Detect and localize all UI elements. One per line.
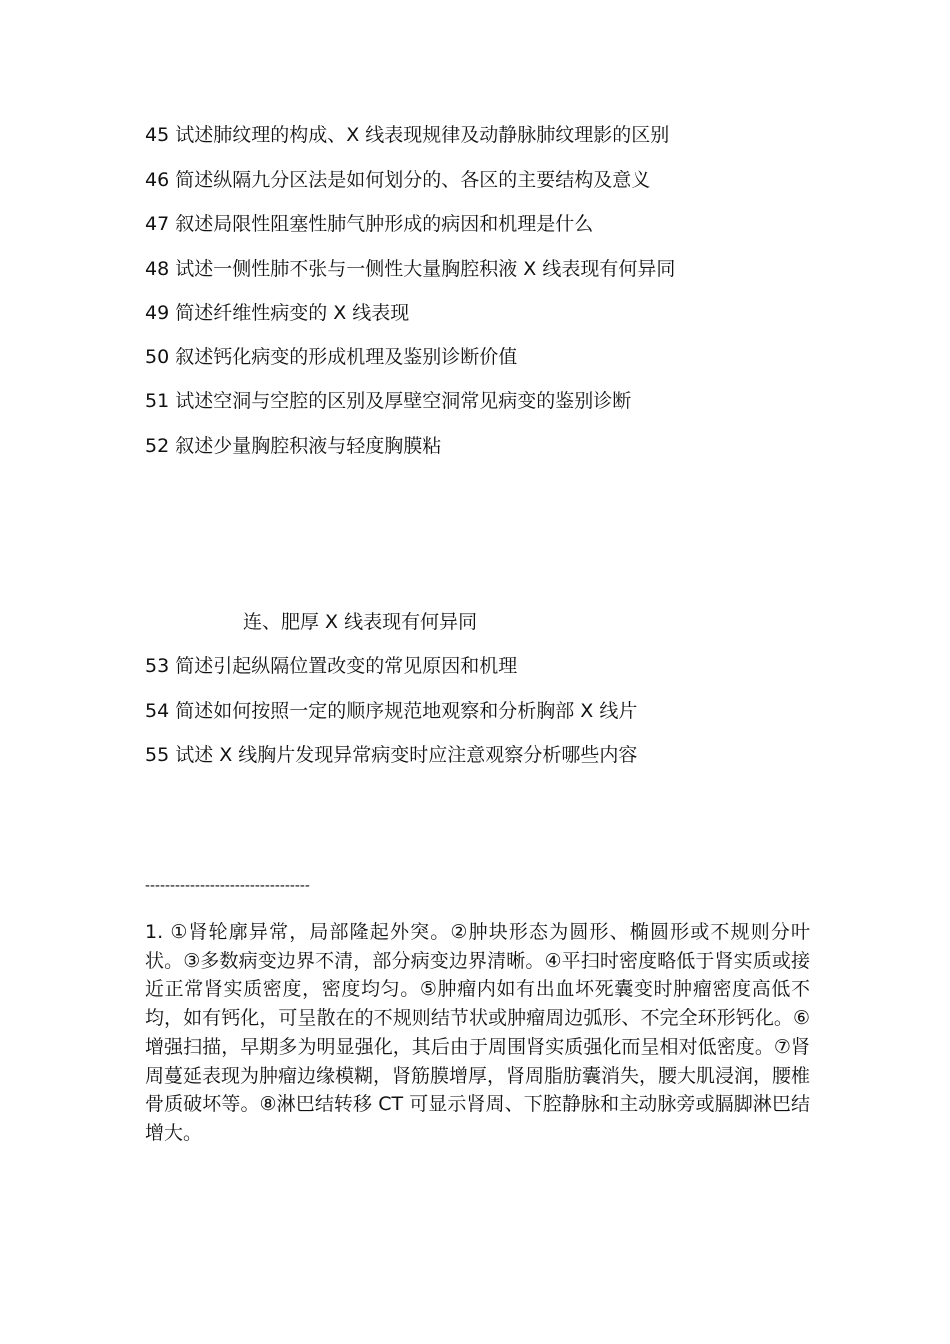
question-54: 54 简述如何按照一定的顺序规范地观察和分析胸部 X 线片 xyxy=(145,700,638,722)
question-52: 52 叙述少量胸腔积液与轻度胸膜粘 xyxy=(145,435,442,457)
question-55: 55 试述 X 线胸片发现异常病变时应注意观察分析哪些内容 xyxy=(145,744,638,766)
question-51: 51 试述空洞与空腔的区别及厚壁空洞常见病变的鉴别诊断 xyxy=(145,390,632,412)
question-48: 48 试述一侧性肺不张与一侧性大量胸腔积液 X 线表现有何异同 xyxy=(145,258,676,280)
section-divider: --------------------------------- xyxy=(145,877,310,894)
question-47: 47 叙述局限性阻塞性肺气肿形成的病因和机理是什么 xyxy=(145,213,594,235)
question-45: 45 试述肺纹理的构成、X 线表现规律及动静脉肺纹理影的区别 xyxy=(145,124,670,146)
question-49: 49 简述纤维性病变的 X 线表现 xyxy=(145,302,410,324)
answer-paragraph: 1. ①肾轮廓异常，局部隆起外突。②肿块形态为圆形、椭圆形或不规则分叶状。③多数病变边界不清，部分病变边界清晰。④平扫时密度略低于肾实质或接近正常肾实质密度，密度均匀。⑤肿瘤内如有出血坏死囊变时肿瘤密度高低不均，如有钙化，可呈散在的不规则结节状或肿瘤周边弧形、不完全环形钙化。⑥增强扫描，早期多为明显强化，其后由于周围肾实质强化而呈相对低密度。⑦肾周蔓延表现为肿瘤边缘模糊，肾筋膜增厚，肾周脂肪囊消失，腰大肌浸润，腰椎骨质破坏等。⑧淋巴结转移 CT 可显示肾周、下腔静脉和主动脉旁或膈脚淋巴结增大。 xyxy=(145,921,811,1144)
question-53: 53 简述引起纵隔位置改变的常见原因和机理 xyxy=(145,655,518,677)
question-46: 46 简述纵隔九分区法是如何划分的、各区的主要结构及意义 xyxy=(145,169,651,191)
question-50: 50 叙述钙化病变的形成机理及鉴别诊断价值 xyxy=(145,346,518,368)
question-52-continuation: 连、肥厚 X 线表现有何异同 xyxy=(243,611,478,633)
